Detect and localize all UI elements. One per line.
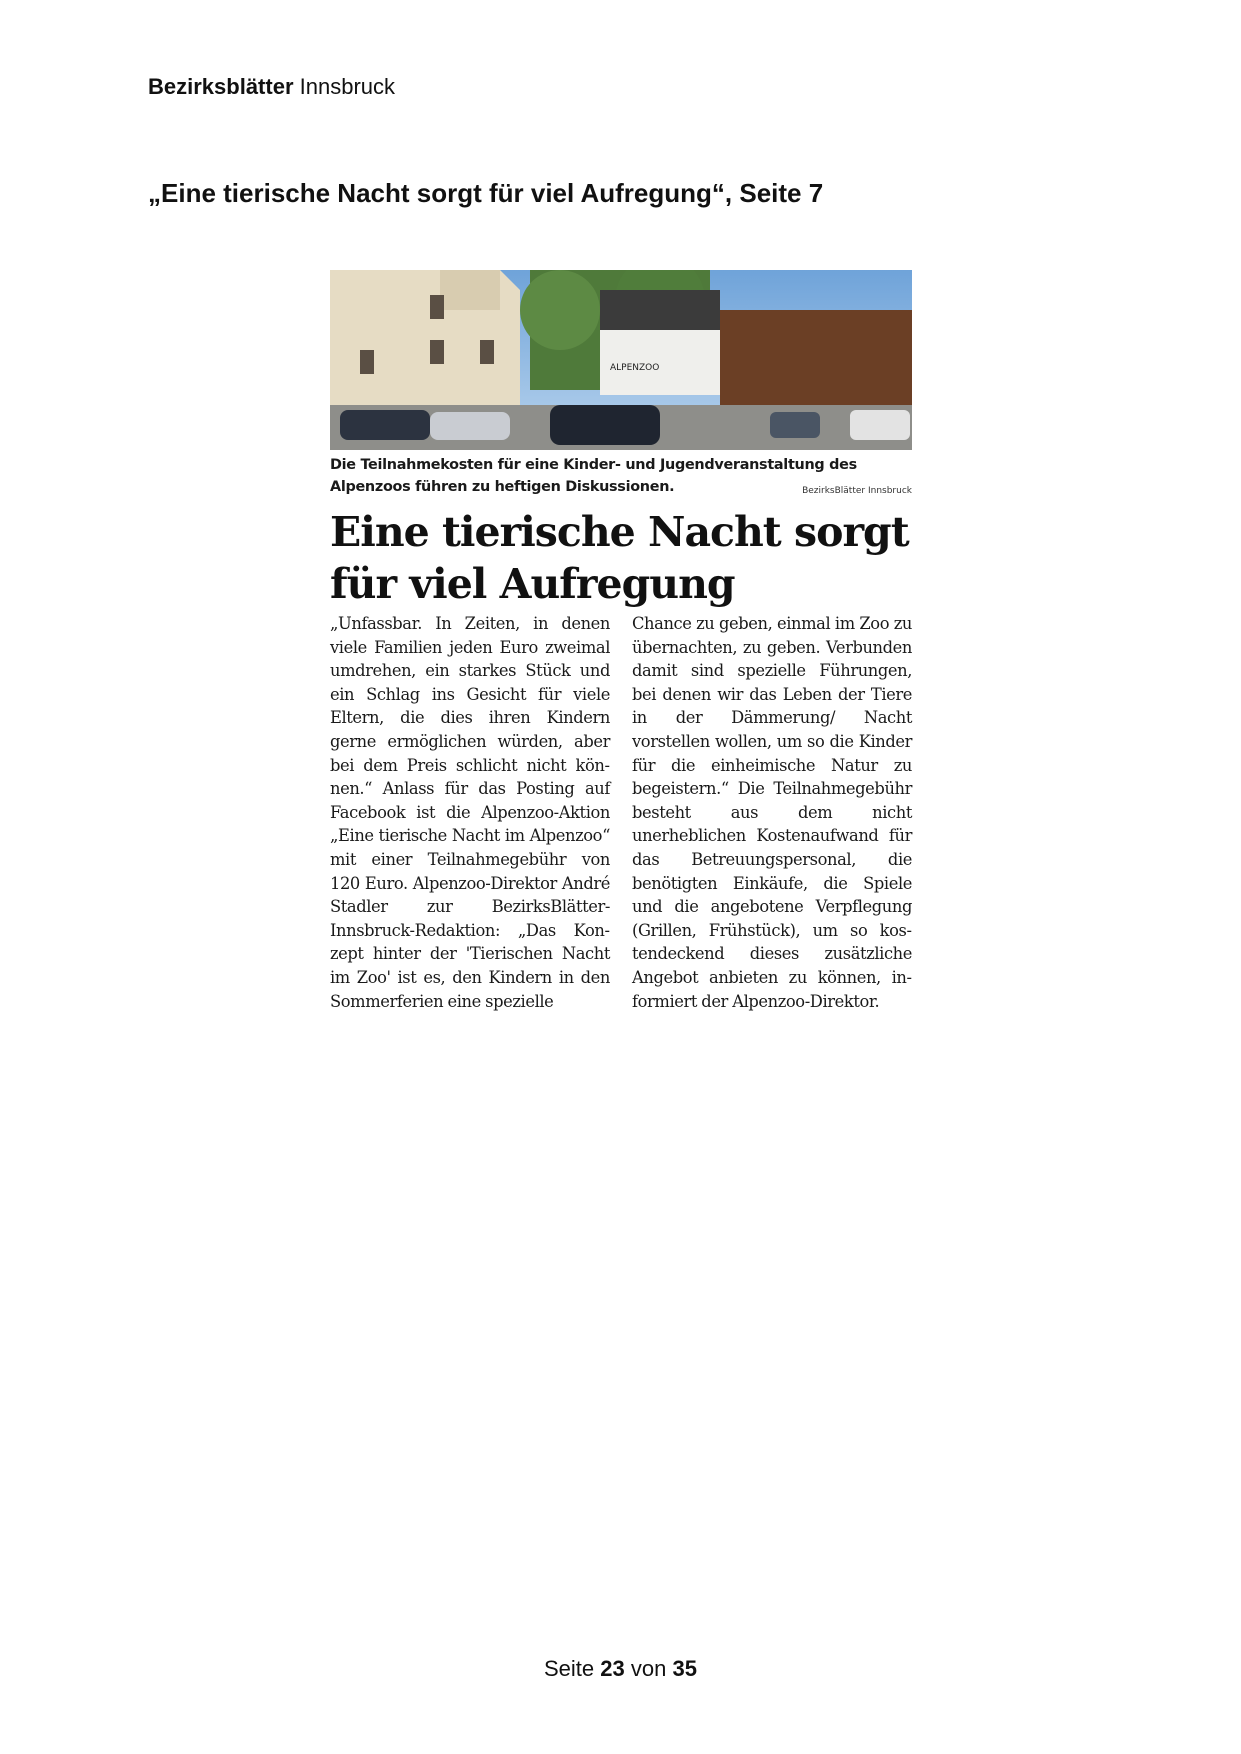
- car: [770, 412, 820, 438]
- footer-middle: von: [630, 1656, 667, 1681]
- footer-prefix: Seite: [544, 1656, 595, 1681]
- photo-credit: BezirksBlätter Innsbruck: [802, 486, 912, 496]
- tree-canopy: [520, 270, 600, 350]
- window: [430, 295, 444, 319]
- total-pages: 35: [672, 1656, 697, 1681]
- page-footer: [0, 1656, 1241, 1682]
- article-photo: [330, 270, 912, 450]
- zoo-sign: ALPENZOO: [610, 363, 660, 373]
- article-column-2: Chance zu geben, einmal im Zoo zu übernachten, zu geben. Verbunden damit sind spezielle Führungen, bei denen wir das Leben der Tiere in der Dämmerung/ Nacht vorstellen wollen, um so die Kinder für die einheimische Natur zu begeistern.“ Die Teilnahmegebühr besteht aus dem nicht unerheblichen Kostenaufwand für das Betreuungspersonal, die benötigten Einkäufe, die Spiele und die angebotene Verpflegung (Grillen, Frühstück), um so kostendeckend dieses zusätzliche Angebot anbieten zu können, informiert der Alpenzoo-Direktor.: [632, 614, 912, 1011]
- page-header: [148, 74, 395, 100]
- glass-facade: [600, 290, 720, 330]
- photo-caption: Die Teilnahmekosten für eine Kinder- und Jugendveranstaltung des Alpenzoos führen zu heftigen Diskussionen.: [330, 457, 857, 495]
- car: [550, 405, 660, 445]
- car: [430, 412, 510, 440]
- brand-name: Bezirksblätter: [148, 74, 294, 99]
- caption-row: [330, 454, 912, 498]
- newspaper-clipping: [330, 270, 912, 1013]
- window: [480, 340, 494, 364]
- brand-region: Innsbruck: [299, 74, 396, 99]
- article-column-1: „Unfassbar. In Zeiten, in denen viele Familien jeden Euro zweimal umdrehen, ein starkes Stück und ein Schlag ins Gesicht für viele Eltern, die dies ihren Kindern gerne ermöglichen würden, aber bei dem Preis schlicht nicht können.“ Anlass für das Posting auf Facebook ist die Alpenzoo-Aktion „Eine tierische Nacht im Alpenzoo“ mit einer Teilnahmegebühr von 120 Euro. Alpenzoo-Direktor André Stadler zur BezirksBlätter-Innsbruck-Redaktion: „Das Konzept hinter der 'Tierischen Nacht im Zoo' ist es, den Kindern in den Sommerferien eine spezielle: [330, 614, 610, 1011]
- article-headline: Eine tierische Nacht sorgt für viel Aufregung: [330, 508, 909, 608]
- car: [340, 410, 430, 440]
- car: [850, 410, 910, 440]
- wooden-facade: [720, 310, 912, 405]
- window: [430, 340, 444, 364]
- window: [360, 350, 374, 374]
- document-title: „Eine tierische Nacht sorgt für viel Aufregung“, Seite 7: [148, 178, 824, 208]
- article-body: [330, 612, 912, 1013]
- building-tower: [440, 270, 500, 310]
- current-page: 23: [600, 1656, 625, 1681]
